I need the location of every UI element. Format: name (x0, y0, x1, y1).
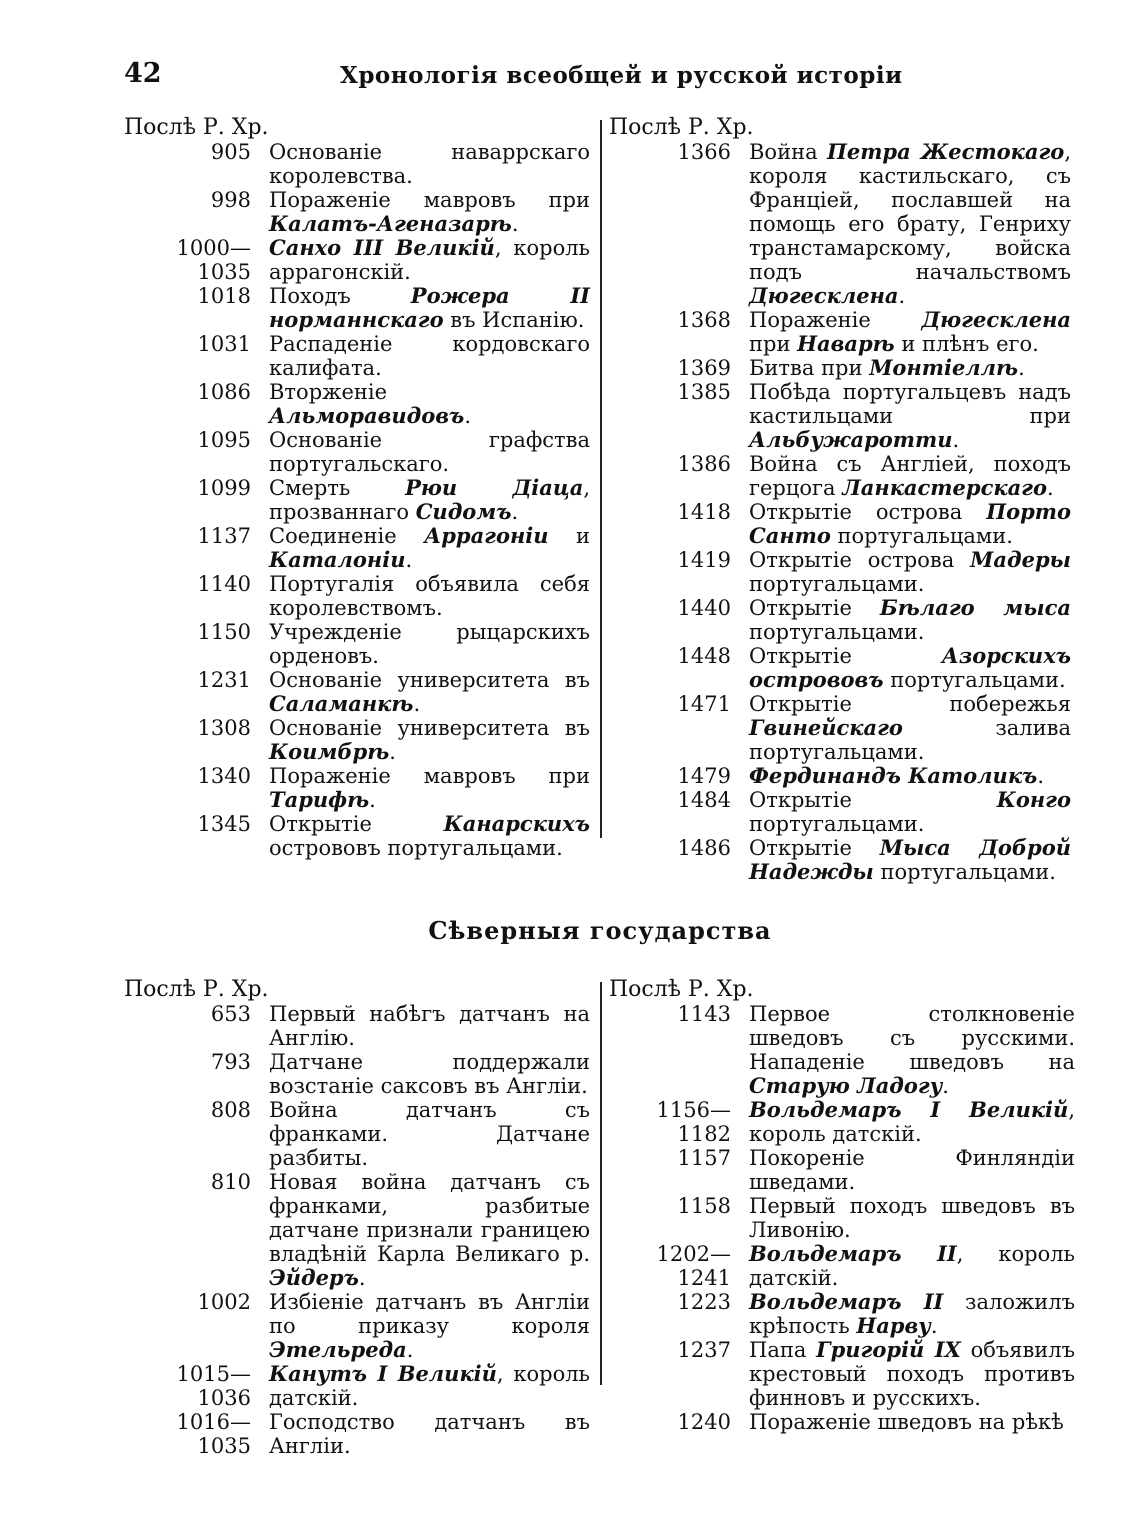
chronology-entry (124, 716, 590, 764)
entry-year: 1231 (197, 668, 251, 692)
chronology-entry (609, 548, 1071, 596)
chronology-entry (124, 476, 590, 524)
entry-year: 1000—1035 (176, 236, 251, 284)
section1-right-column (609, 116, 1071, 884)
section2-right-column (609, 978, 1075, 1434)
chronology-entry (124, 284, 590, 332)
entry-text: Пораженіе Дюгесклена при Наварѣ и плѣнъ его. (749, 307, 1071, 356)
chronology-entry (124, 188, 590, 236)
chronology-entry (124, 620, 590, 668)
entry-text: Основаніе университета въ Коимбрѣ. (269, 716, 590, 764)
entry-year: 1484 (677, 788, 731, 812)
entry-text: Открытіе острова Мадеры португальцами. (749, 547, 1071, 596)
chronology-entry (609, 596, 1071, 644)
entry-text: Походъ Рожера II норманнскаго въ Испанію. (269, 283, 590, 332)
entry-year: 793 (210, 1050, 251, 1074)
entry-year: 1471 (677, 692, 731, 716)
chronology-entry (124, 1362, 590, 1410)
entry-text: Учрежденіе рыцарскихъ орденовъ. (269, 620, 590, 668)
entry-text: Первое столкновеніе шведовъ съ русскими. Нападеніе шведовъ на Старую Ладогу. (749, 1002, 1075, 1098)
chronology-entry (124, 1002, 590, 1050)
entry-year: 1158 (677, 1194, 731, 1218)
entry-text: Папа Григорій IX объявилъ крестовый походъ противъ финновъ и русскихъ. (749, 1337, 1075, 1410)
entry-text: Господство датчанъ въ Англіи. (269, 1410, 590, 1458)
entry-year: 1015—1036 (176, 1362, 251, 1410)
entry-text: Пораженіе мавровъ при Калатъ-Агеназарѣ. (269, 188, 590, 236)
entry-text: Война Петра Жестокаго, короля кастильскаго, съ Франціей, пославшей на помощь его брату, Генриху транстамарскому, войска подъ начальствомъ Дюгесклена. (749, 139, 1072, 308)
entry-text: Война датчанъ съ франками. Датчане разбиты. (269, 1098, 590, 1170)
entry-year: 1016—1035 (176, 1410, 251, 1458)
entry-year: 1137 (197, 524, 251, 548)
chronology-entry (609, 380, 1071, 452)
chronology-entry (124, 1410, 590, 1458)
entry-year: 1031 (197, 332, 251, 356)
entry-text: Первый набѣгъ датчанъ на Англію. (269, 1002, 590, 1050)
entry-year: 808 (210, 1098, 251, 1122)
chronology-entry (609, 692, 1071, 764)
chronology-entry (609, 308, 1071, 356)
entry-year: 1143 (677, 1002, 731, 1026)
entry-year: 1368 (677, 308, 731, 332)
entry-text: Пораженіе мавровъ при Тарифѣ. (269, 764, 590, 812)
chronology-entry (609, 452, 1071, 500)
entry-text: Смерть Рюи Діаца, прозваннаго Сидомъ. (269, 475, 590, 524)
entry-year: 1419 (677, 548, 731, 572)
chronology-entry (124, 1098, 590, 1170)
column-heading: Послѣ Р. Хр. (124, 977, 269, 1002)
chronology-entry (124, 332, 590, 380)
chronology-entry (124, 380, 590, 428)
column-divider (600, 982, 602, 1385)
chronology-entry (609, 764, 1071, 788)
entry-year: 1385 (677, 380, 731, 404)
chronology-entry (124, 140, 590, 188)
entry-year: 1240 (677, 1410, 731, 1434)
entry-year: 1095 (197, 428, 251, 452)
entry-text: Побѣда португальцевъ надъ кастильцами при Альбужаротти. (749, 380, 1071, 452)
entry-text: Канутъ I Великій, король датскій. (269, 1361, 590, 1410)
column-heading: Послѣ Р. Хр. (124, 115, 269, 140)
entry-text: Вольдемаръ II заложилъ крѣпость Нарву. (749, 1289, 1075, 1338)
column-divider (600, 120, 602, 838)
entry-text: Первый походъ шведовъ въ Ливонію. (749, 1194, 1075, 1242)
entry-text: Португалія объявила себя королевствомъ. (269, 572, 590, 620)
entry-text: Вольдемаръ II, король датскій. (749, 1241, 1075, 1290)
entry-year: 1448 (677, 644, 731, 668)
page-number: 42 (124, 58, 162, 89)
entry-year: 1345 (197, 812, 251, 836)
entry-text: Датчане поддержали возстаніе саксовъ въ Англіи. (269, 1050, 590, 1098)
entry-text: Битва при Монтіеллѣ. (749, 355, 1025, 380)
entry-text: Вторженіе Альморавидовъ. (269, 380, 472, 428)
chronology-entry (124, 1170, 590, 1290)
entry-year: 1308 (197, 716, 251, 740)
entry-year: 1099 (197, 476, 251, 500)
section2-left-column (124, 978, 590, 1458)
entry-year: 1140 (197, 572, 251, 596)
chronology-entry (609, 1242, 1075, 1290)
entry-text: Покореніе Финляндіи шведами. (749, 1146, 1075, 1194)
chronology-entry (609, 788, 1071, 836)
entry-text: Основаніе университета въ Саламанкѣ. (269, 668, 590, 716)
column-heading: Послѣ Р. Хр. (609, 115, 754, 140)
entry-text: Санхо III Великій, король аррагонскій. (269, 235, 590, 284)
entry-text: Открытіе Мыса Доброй Надежды португальцами. (749, 835, 1071, 884)
chronology-entry (124, 236, 590, 284)
entry-year: 1237 (677, 1338, 731, 1362)
entry-text: Распаденіе кордовскаго калифата. (269, 332, 590, 380)
chronology-entry (609, 356, 1071, 380)
entry-year: 1156—1182 (656, 1098, 731, 1146)
chronology-entry (124, 764, 590, 812)
column-heading: Послѣ Р. Хр. (609, 977, 754, 1002)
entry-text: Соединеніе Аррагоніи и Каталоніи. (269, 523, 590, 572)
entry-year: 1157 (677, 1146, 731, 1170)
chronology-entry (124, 524, 590, 572)
entry-year: 998 (210, 188, 251, 212)
entry-year: 1002 (197, 1290, 251, 1314)
section1-left-column (124, 116, 590, 860)
chronology-entry (609, 1098, 1075, 1146)
entry-year: 1223 (677, 1290, 731, 1314)
chronology-entry (124, 572, 590, 620)
entry-year: 1479 (677, 764, 731, 788)
entry-year: 653 (210, 1002, 251, 1026)
chronology-entry (609, 1338, 1075, 1410)
chronology-entry (609, 836, 1071, 884)
entry-year: 1386 (677, 452, 731, 476)
entry-text: Открытіе Конго португальцами. (749, 787, 1071, 836)
entry-text: Основаніе наваррскаго королевства. (269, 140, 590, 188)
entry-text: Открытіе Бѣлаго мыса португальцами. (749, 595, 1071, 644)
chronology-entry (609, 140, 1071, 308)
chronology-entry (609, 1194, 1075, 1242)
entry-text: Война съ Англіей, походъ герцога Ланкастерскаго. (749, 452, 1071, 500)
entry-year: 1018 (197, 284, 251, 308)
chronology-entry (609, 644, 1071, 692)
chronology-entry (124, 812, 590, 860)
entry-year: 810 (210, 1170, 251, 1194)
entry-year: 1486 (677, 836, 731, 860)
entry-text: Фердинандъ Католикъ. (749, 763, 1044, 788)
entry-year: 1340 (197, 764, 251, 788)
entry-year: 1418 (677, 500, 731, 524)
entry-year: 905 (210, 140, 251, 164)
chronology-entry (609, 1410, 1075, 1434)
entry-year: 1086 (197, 380, 251, 404)
entry-text: Вольдемаръ I Великій, король датскій. (749, 1097, 1075, 1146)
chronology-entry (609, 1290, 1075, 1338)
entry-year: 1202—1241 (656, 1242, 731, 1290)
chronology-entry (609, 1146, 1075, 1194)
entry-text: Пораженіе шведовъ на рѣкѣ (749, 1410, 1064, 1434)
entry-text: Открытіе Азорскихъ острововъ португальцами. (749, 643, 1071, 692)
entry-text: Основаніе графства португальскаго. (269, 428, 590, 476)
chronology-entry (609, 500, 1071, 548)
chronology-entry (609, 1002, 1075, 1098)
entry-text: Избіеніе датчанъ въ Англіи по приказу короля Этельреда. (269, 1290, 590, 1362)
running-title: Хронологія всеобщей и русской исторіи (340, 62, 903, 89)
chronology-entry (124, 1050, 590, 1098)
chronology-entry (124, 1290, 590, 1362)
entry-year: 1369 (677, 356, 731, 380)
entry-text: Открытіе побережья Гвинейскаго залива португальцами. (749, 692, 1071, 764)
entry-year: 1150 (197, 620, 251, 644)
entry-year: 1366 (677, 140, 731, 164)
entry-text: Открытіе острова Порто Санто португальцами. (749, 499, 1071, 548)
entry-year: 1440 (677, 596, 731, 620)
chronology-entry (124, 668, 590, 716)
entry-text: Новая война датчанъ съ франками, разбитые датчане признали границею владѣній Карла Великаго р. Эйдеръ. (269, 1170, 590, 1290)
entry-text: Открытіе Канарскихъ острововъ португальцами. (269, 811, 590, 860)
section-title: Сѣверныя государства (428, 916, 772, 945)
chronology-entry (124, 428, 590, 476)
